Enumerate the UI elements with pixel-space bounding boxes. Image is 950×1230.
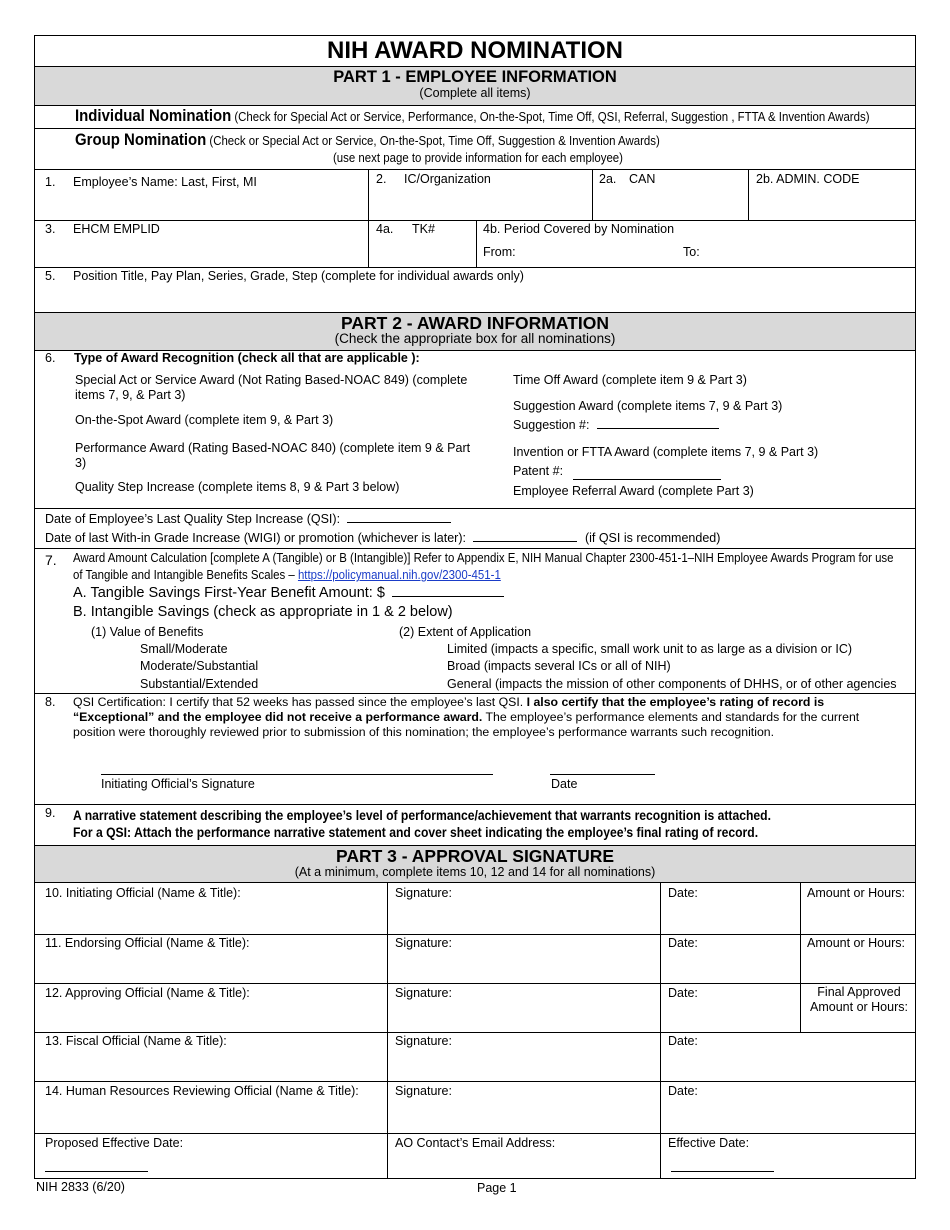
tangible-savings-label: A. Tangible Savings First-Year Benefit Amount: $ xyxy=(73,585,385,601)
extent-broad-checkbox[interactable]: Broad (impacts several ICs or all of NIH) xyxy=(447,659,671,673)
award-type-label: Type of Award Recognition (check all that are applicable ): xyxy=(74,351,420,365)
period-covered-label: 4b. Period Covered by Nomination xyxy=(483,222,675,236)
proposed-effective-date-field[interactable]: Proposed Effective Date: xyxy=(45,1136,184,1150)
suggestion-number-field[interactable] xyxy=(513,417,719,432)
hr-official-field[interactable]: 14. Human Resources Reviewing Official (Name & Title): xyxy=(45,1084,359,1098)
initiating-signature-line[interactable] xyxy=(101,774,493,775)
item7-text2 xyxy=(73,567,501,582)
endorsing-date-field[interactable]: Date: xyxy=(668,936,698,950)
item6-number: 6. xyxy=(45,351,56,365)
policy-manual-link[interactable]: https://policymanual.nih.gov/2300-451-1 xyxy=(297,567,501,582)
group-nomination-label: Group Nomination xyxy=(75,130,207,149)
ic-organization-field[interactable]: IC/Organization xyxy=(404,172,491,186)
approving-official-field[interactable]: 12. Approving Official (Name & Title): xyxy=(45,986,250,1000)
value-moderate-substantial-checkbox[interactable]: Moderate/Substantial xyxy=(140,659,259,673)
ehcm-emplid-field[interactable]: EHCM EMPLID xyxy=(73,222,160,236)
effective-date-field[interactable]: Effective Date: xyxy=(668,1136,750,1150)
last-wigi-date-field[interactable] xyxy=(45,530,720,545)
on-the-spot-checkbox[interactable]: On-the-Spot Award (complete item 9, & Part 3) xyxy=(75,413,334,427)
wigi-note: (if QSI is recommended) xyxy=(584,531,721,545)
item8-line2 xyxy=(73,710,859,724)
hr-signature-field[interactable]: Signature: xyxy=(395,1084,452,1098)
hr-date-field[interactable]: Date: xyxy=(668,1084,698,1098)
item8-bold2: “Exceptional” and the employee did not receive a performance award. xyxy=(73,710,483,724)
signature-date-line[interactable] xyxy=(550,774,655,775)
item7-text: Award Amount Calculation [complete A (Tangible) or B (Intangible)] Refer to Appendix E, NIH Manual Chapter 2300-451-1–NIH Employee Awards Program for use xyxy=(73,550,894,565)
fiscal-date-field[interactable]: Date: xyxy=(668,1034,698,1048)
item7-text2-label: of Tangible and Intangible Benefits Scales – xyxy=(73,567,295,582)
group-nomination-note2: (use next page to provide information for each employee) xyxy=(333,150,623,165)
position-title-field[interactable]: Position Title, Pay Plan, Series, Grade, Step (complete for individual awards only) xyxy=(73,269,524,283)
item9-line1: A narrative statement describing the employee’s level of performance/achievement that warrants recognition is attached. xyxy=(73,808,771,823)
suggestion-number-label: Suggestion #: xyxy=(513,418,590,432)
employee-name-field[interactable]: Employee’s Name: Last, First, MI xyxy=(73,175,257,189)
extent-of-application-label: (2) Extent of Application xyxy=(399,625,532,639)
final-approved-amount-field[interactable]: Final Approved Amount or Hours: xyxy=(810,985,908,1014)
item9-number: 9. xyxy=(45,806,56,820)
performance-award-checkbox[interactable]: Performance Award (Rating Based-NOAC 840) (complete item 9 & Part 3) xyxy=(75,441,471,470)
proposed-date-line[interactable] xyxy=(45,1171,148,1172)
initiating-amount-field[interactable]: Amount or Hours: xyxy=(807,886,905,900)
tangible-savings-field[interactable] xyxy=(73,585,504,601)
group-nomination-note: (Check or Special Act or Service, On-the-Spot, Time Off, Suggestion & Invention Awards) xyxy=(209,133,660,148)
part3-subtitle: (At a minimum, complete items 10, 12 and 14 for all nominations) xyxy=(294,865,656,879)
part1-subtitle: (Complete all items) xyxy=(419,86,531,100)
item8-text1: QSI Certification: I certify that 52 weeks has passed since the employee’s last QSI. xyxy=(73,695,524,709)
suggestion-award-checkbox[interactable]: Suggestion Award (complete items 7, 9 & Part 3) xyxy=(513,399,783,413)
last-wigi-date-label: Date of last With-in Grade Increase (WIGI) or promotion (whichever is later): xyxy=(45,531,466,545)
extent-general-checkbox[interactable]: General (impacts the mission of other components of DHHS, or of other agencies xyxy=(447,677,897,691)
fiscal-signature-field[interactable]: Signature: xyxy=(395,1034,452,1048)
item8-text3: position were thoroughly reviewed prior to submission of this nomination; the employee’s performance warrants such recognition. xyxy=(73,725,775,739)
individual-nomination-note: (Check for Special Act or Service, Performance, On-the-Spot, Time Off, QSI, Referral, Suggestion , FTTA & Invention Awards) xyxy=(234,109,870,124)
item4a-number: 4a. xyxy=(376,222,394,236)
admin-code-field[interactable]: 2b. ADMIN. CODE xyxy=(756,172,860,186)
item8-number: 8. xyxy=(45,695,56,709)
item7-number: 7. xyxy=(45,552,57,568)
period-from-field[interactable]: From: xyxy=(483,245,516,259)
time-off-checkbox[interactable]: Time Off Award (complete item 9 & Part 3) xyxy=(513,373,747,387)
patent-number-label: Patent #: xyxy=(513,464,564,478)
approving-date-field[interactable]: Date: xyxy=(668,986,698,1000)
form-title: NIH AWARD NOMINATION xyxy=(327,37,623,64)
item5-number: 5. xyxy=(45,269,56,283)
individual-nomination-checkbox[interactable] xyxy=(75,106,870,126)
part2-subtitle: (Check the appropriate box for all nominations) xyxy=(334,331,616,346)
period-to-field[interactable]: To: xyxy=(683,245,700,259)
item2a-number: 2a. xyxy=(599,172,617,186)
initiating-signature-field[interactable]: Signature: xyxy=(395,886,452,900)
effective-date-line[interactable] xyxy=(671,1171,774,1172)
endorsing-official-field[interactable]: 11. Endorsing Official (Name & Title): xyxy=(45,936,250,950)
signature-date-label: Date xyxy=(551,777,578,791)
nomination-form xyxy=(34,35,916,1179)
individual-nomination-label: Individual Nomination xyxy=(75,106,232,125)
approving-signature-field[interactable]: Signature: xyxy=(395,986,452,1000)
endorsing-signature-field[interactable]: Signature: xyxy=(395,936,452,950)
ao-contact-email-field[interactable]: AO Contact’s Email Address: xyxy=(395,1136,556,1150)
item1-number: 1. xyxy=(45,175,56,189)
item8-text2: The employee’s performance elements and standards for the current xyxy=(485,710,860,724)
endorsing-amount-field[interactable]: Amount or Hours: xyxy=(807,936,905,950)
initiating-official-field[interactable]: 10. Initiating Official (Name & Title): xyxy=(45,886,241,900)
initiating-date-field[interactable]: Date: xyxy=(668,886,698,900)
can-field[interactable]: CAN xyxy=(629,172,656,186)
value-substantial-extended-checkbox[interactable]: Substantial/Extended xyxy=(140,677,259,691)
item2-number: 2. xyxy=(376,172,387,186)
last-qsi-date-field[interactable] xyxy=(45,511,451,526)
intangible-savings-label: B. Intangible Savings (check as appropriate in 1 & 2 below) xyxy=(73,604,453,620)
item9-line2: For a QSI: Attach the performance narrative statement and cover sheet indicating the employee’s final rating of record. xyxy=(73,825,759,840)
item8-line1 xyxy=(73,695,824,709)
fiscal-official-field[interactable]: 13. Fiscal Official (Name & Title): xyxy=(45,1034,227,1048)
initiating-signature-label: Initiating Official’s Signature xyxy=(101,777,255,791)
qsi-checkbox[interactable]: Quality Step Increase (complete items 8, 9 & Part 3 below) xyxy=(75,480,400,494)
value-of-benefits-label: (1) Value of Benefits xyxy=(91,625,204,639)
page-number: Page 1 xyxy=(477,1181,517,1195)
last-qsi-date-label: Date of Employee’s Last Quality Step Increase (QSI): xyxy=(45,512,341,526)
special-act-checkbox[interactable]: Special Act or Service Award (Not Rating Based-NOAC 849) (complete items 7, 9, & Part 3) xyxy=(75,373,468,402)
value-small-moderate-checkbox[interactable]: Small/Moderate xyxy=(140,642,228,656)
item3-number: 3. xyxy=(45,222,56,236)
part3-title: PART 3 - APPROVAL SIGNATURE xyxy=(335,846,615,866)
extent-limited-checkbox[interactable]: Limited (impacts a specific, small work unit to as large as a division or IC) xyxy=(447,642,853,656)
part2-title: PART 2 - AWARD INFORMATION xyxy=(341,313,609,333)
employee-referral-checkbox[interactable]: Employee Referral Award (complete Part 3) xyxy=(513,484,754,498)
part1-title: PART 1 - EMPLOYEE INFORMATION xyxy=(333,68,617,86)
item8-bold1: I also certify that the employee’s rating of record is xyxy=(526,695,825,709)
form-number: NIH 2833 (6/20) xyxy=(36,1180,125,1194)
group-nomination-checkbox[interactable] xyxy=(75,130,660,150)
tk-number-field[interactable]: TK# xyxy=(412,222,435,236)
invention-award-checkbox[interactable]: Invention or FTTA Award (complete items 7, 9 & Part 3) xyxy=(513,445,819,459)
patent-number-field[interactable] xyxy=(513,464,563,478)
